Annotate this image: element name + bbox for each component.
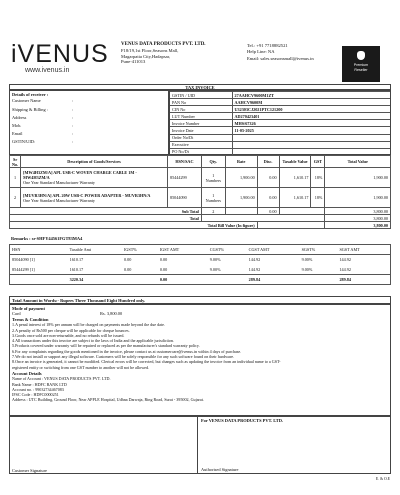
- bill-value-row: [10, 222, 391, 229]
- receiver-field: [12, 138, 166, 146]
- account-line: Account no. : 99032734467083: [12, 386, 64, 392]
- tax-cell: 0.00: [159, 257, 168, 263]
- receiver-colon: :: [72, 139, 74, 145]
- account-heading: Account Details: [12, 370, 42, 376]
- meta-row: [170, 106, 390, 113]
- items-table: [9, 155, 391, 229]
- total-value: 3,800.00: [325, 215, 391, 222]
- receiver-colon: :: [72, 122, 74, 128]
- tax-cell: 9.00%: [209, 266, 221, 272]
- tax-col-header: HSN: [10, 245, 68, 255]
- meta-label: Invoice Number: [170, 120, 232, 127]
- item-hsn: 85044090: [167, 188, 201, 208]
- receiver-field: [12, 130, 166, 138]
- receiver-details: [9, 90, 169, 155]
- tax-col-header: IGST%: [122, 245, 158, 255]
- item-gst: 18%: [311, 168, 325, 188]
- meta-row: [170, 141, 390, 148]
- term-item: registered entity or switching from one GST number to another will not be allowed.: [12, 364, 150, 370]
- company-address-line: F18/19,1st Floor,Seasons Mall,: [121, 47, 179, 53]
- meta-value: U32303CJ2021PTC121200: [232, 106, 390, 113]
- receiver-field: [12, 122, 166, 130]
- item-qty-value: 1: [212, 192, 215, 198]
- meta-row: [170, 134, 390, 141]
- subtotal-qty: 2: [201, 208, 225, 215]
- meta-label: Order No/Dt: [170, 134, 232, 141]
- meta-row: [170, 113, 390, 120]
- tax-col-header: SGST%: [300, 245, 338, 255]
- receiver-field: [12, 114, 166, 122]
- item-sr: 2: [10, 188, 21, 208]
- receiver-label: Customer Name: [12, 98, 41, 104]
- payment-heading: Mode of payment: [12, 306, 45, 311]
- items-col-header: HSN/SAC: [167, 156, 201, 168]
- meta-value: 27AAHCV9600M1ZT: [232, 92, 390, 99]
- tax-total-cell: [300, 275, 338, 285]
- receiver-label: Address: [12, 114, 27, 120]
- items-col-header: Total Value: [325, 156, 391, 168]
- subtotal-disc: 0.00: [257, 208, 279, 215]
- subtotal-value: 3,800.00: [325, 208, 391, 215]
- meta-value: MHS/67326: [232, 120, 390, 127]
- receiver-label: Email: [12, 131, 23, 137]
- meta-row: [170, 120, 390, 127]
- term-item: 3.Goods once sold are non-returnable, and no refunds will be issued.: [12, 332, 125, 338]
- company-address-line: Pune-411013: [121, 59, 146, 65]
- meta-label: LUT Number: [170, 113, 232, 120]
- contact-details: [247, 43, 314, 62]
- tax-cell: 144.92: [248, 257, 261, 263]
- company-details: [121, 42, 206, 65]
- tax-cell: 144.92: [248, 266, 261, 272]
- authorised-signature: Authorised Signature: [201, 466, 239, 472]
- bill-value: 3,800.00: [325, 222, 391, 229]
- receiver-label: GSTIN/UID:: [12, 139, 36, 145]
- item-hsn: 85444299: [167, 168, 201, 188]
- email: Email: sales.seasonsmall@ivenus.in: [247, 55, 314, 61]
- term-item: 7.We do not install or support any illegal software. Customers will be solely responsible for any such software found on their hardware.: [12, 354, 235, 359]
- meta-label: PAN No: [170, 99, 232, 106]
- receiver-label: Shipping & Billing :: [12, 106, 48, 112]
- meta-row: [170, 99, 390, 106]
- receiver-field: [12, 106, 166, 114]
- items-col-header: Sr No.: [10, 156, 21, 168]
- items-col-header: Qty.: [201, 156, 225, 168]
- tax-cell: 0.00: [123, 266, 132, 272]
- brand-logo: [11, 40, 109, 74]
- receiver-colon: :: [72, 106, 74, 112]
- invoice-meta: [169, 90, 391, 155]
- tax-total-cell: [208, 275, 247, 285]
- meta-label: Executive: [170, 141, 232, 148]
- tax-total-cell: 0.00: [158, 275, 208, 285]
- account-line: Name of Account : VENUS DATA PRODUCTS PVT. LTD.: [12, 376, 111, 382]
- item-desc-line: [MUVR3HN/A] APL 20W USB-C POWER ADAPTER - MUVR3HN/A: [23, 192, 151, 198]
- remarks: Remarks : sr-SHFY44561FGT83MA4: [11, 236, 83, 241]
- receiver-colon: :: [72, 98, 74, 104]
- items-col-header: Taxable Value: [279, 156, 311, 168]
- term-item: 1.A penal interest of 18% per annum will be charged on payments made beyond the due date.: [12, 322, 165, 328]
- receiver-label: Mob.: [12, 122, 22, 128]
- tax-cell: 85444299 [1]: [12, 266, 35, 272]
- item-desc-line: MW4H3ZM/A: [23, 175, 50, 180]
- term-item: 2.A penalty of Rs500 per cheque will be applicable for cheque bounces.: [12, 327, 130, 333]
- item-qty: [201, 168, 225, 188]
- subtotal-row: [10, 208, 391, 215]
- total-row: [10, 215, 391, 222]
- items-col-header: GST: [311, 156, 325, 168]
- item-sr: 1: [10, 168, 21, 188]
- item-gst: 18%: [311, 188, 325, 208]
- account-line: IFSC Code : HDFC0000251: [12, 392, 59, 398]
- meta-value: [232, 134, 390, 141]
- tax-total-cell: [122, 275, 158, 285]
- customer-signature: Customer Signature: [12, 467, 47, 473]
- meta-row: [170, 127, 390, 134]
- logo-wordmark: iVENUS: [11, 40, 109, 68]
- invoice-header: [9, 30, 391, 82]
- tax-col-header: SGST AMT: [337, 245, 390, 255]
- telephone: Tel.: +91 7718882521: [247, 43, 288, 48]
- item-taxable: 1,610.17: [279, 188, 311, 208]
- tax-summary-table: [9, 244, 391, 285]
- term-item: 8.Once an invoice is generated, it cannot be modified. Clerical errors will be corrected, but changes such as updating the invoice from an individual name to a GST-: [12, 359, 281, 365]
- receiver-heading: Details of receiver :: [12, 92, 49, 97]
- item-description: [21, 168, 168, 188]
- tax-total-cell: 289.84: [337, 275, 390, 285]
- account-line: Bank Name : HDFC BANK LTD: [12, 381, 67, 387]
- items-col-header: Rate: [225, 156, 257, 168]
- tax-cell: 0.00: [123, 257, 132, 263]
- meta-label: CIN No: [170, 106, 232, 113]
- helpline: Help Line: NA: [247, 49, 275, 55]
- amount-in-words: Total Amount in Words:- Rupees Three Thousand Eight Hundred only.: [9, 296, 391, 304]
- meta-value: AAHCV9600M: [232, 99, 390, 106]
- receiver-colon: :: [72, 131, 74, 137]
- item-row: [10, 188, 391, 208]
- signature-section: [9, 416, 391, 474]
- meta-row: [170, 92, 390, 99]
- item-warranty: One Year Standard Manufacturer Warranty: [23, 180, 95, 185]
- account-line: Address : UTC Building, Ground Floor, Near APPLE Hospital, Udhna Darwaja, Ring Road, Surat - 395002, Gujarat.: [12, 397, 204, 403]
- item-qty-unit: Numbers: [205, 177, 221, 183]
- tax-row: [10, 265, 391, 275]
- item-warranty: One Year Standard Manufacturer Warranty: [23, 197, 95, 203]
- logo-url: www.ivenus.in: [25, 67, 70, 74]
- tax-total-cell: [10, 275, 68, 285]
- subtotal-label: Sub Total: [10, 208, 202, 215]
- tax-total-cell: 289.84: [247, 275, 300, 285]
- item-taxable: 1,610.17: [279, 168, 311, 188]
- item-qty-value: 1: [212, 172, 215, 178]
- meta-value: [232, 141, 390, 148]
- item-description: [21, 188, 168, 208]
- item-disc: 0.00: [257, 168, 279, 188]
- total-label: Total: [10, 215, 202, 222]
- for-company: For VENUS DATA PRODUCTS PVT. LTD.: [201, 418, 284, 423]
- item-rate: 1,900.00: [225, 168, 257, 188]
- item-qty-unit: Numbers: [205, 197, 221, 203]
- tax-col-header: CGST%: [208, 245, 247, 255]
- item-desc-line: [MW4H3ZM/A] APL USB-C WOVEN CHARGE CABLE 1M -: [23, 170, 137, 175]
- tax-col-header: Taxable Amt: [68, 245, 122, 255]
- term-item: 4.All transactions under this invoice are subject to the laws of India and the applicable jurisdiction.: [12, 338, 174, 344]
- tax-cell: 1610.17: [69, 257, 84, 263]
- tax-cell: 85044090 [1]: [12, 257, 35, 263]
- tax-header-row: [10, 245, 391, 255]
- payment-terms-section: [9, 304, 391, 416]
- eoe-note: E. & O.E: [375, 477, 390, 481]
- company-address-line: Magarpatta City,Hadapsar,: [121, 53, 171, 59]
- badge-line: Premium: [353, 63, 369, 67]
- tax-cell: 9.00%: [301, 257, 313, 263]
- item-qty: [201, 188, 225, 208]
- receiver-colon: :: [72, 114, 74, 120]
- item-rate: 1,900.00: [225, 188, 257, 208]
- tax-cell: 144.92: [339, 257, 351, 263]
- items-col-header: Disc.: [257, 156, 279, 168]
- apple-logo-icon: [357, 51, 365, 60]
- meta-value: AD270423401: [232, 113, 390, 120]
- item-total: 1,900.00: [325, 188, 391, 208]
- meta-value: 11-05-2025: [232, 127, 390, 134]
- tax-total-cell: 3220.34: [68, 275, 122, 285]
- premium-reseller-badge: [342, 46, 380, 82]
- payment-amount: Rs. 3,800.00: [100, 311, 123, 317]
- item-disc: 0.00: [257, 188, 279, 208]
- receiver-field: [12, 97, 166, 105]
- terms-heading: Terms & Condition: [12, 316, 49, 322]
- tax-cell: 144.92: [339, 266, 351, 272]
- tax-cell: 9.00%: [209, 257, 221, 263]
- term-item: 5.Products covered under warranty will be repaired or replaced as per the manufacturer's standard warranty policy.: [12, 343, 200, 349]
- company-name: VENUS DATA PRODUCTS PVT. LTD.: [121, 42, 206, 47]
- term-item: 6.For any complaints regarding the goods mentioned in the invoice, please contact us at customercare@ivenus.in within 4 days of purchase.: [12, 348, 242, 354]
- item-total: 1,900.00: [325, 168, 391, 188]
- invoice-title: TAX INVOICE: [9, 84, 391, 90]
- tax-col-header: CGST AMT: [247, 245, 300, 255]
- item-row: [10, 168, 391, 188]
- tax-cell: 0.00: [159, 266, 168, 272]
- tax-cell: 9.00%: [301, 266, 313, 272]
- badge-line: Reseller: [354, 67, 368, 72]
- meta-label: Invoice Date: [170, 127, 232, 134]
- meta-label: GSTIN / UID: [170, 92, 232, 99]
- tax-row: [10, 255, 391, 265]
- payment-mode: Card: [12, 311, 21, 317]
- tax-cell: 1610.17: [69, 266, 84, 272]
- tax-col-header: IGST AMT: [158, 245, 208, 255]
- items-col-header: Description of Goods/Services: [21, 156, 168, 168]
- bill-label: Total Bill Value (In figure): [10, 222, 258, 229]
- tax-total-row: [10, 275, 391, 285]
- meta-label: PO No/Dt: [170, 148, 232, 155]
